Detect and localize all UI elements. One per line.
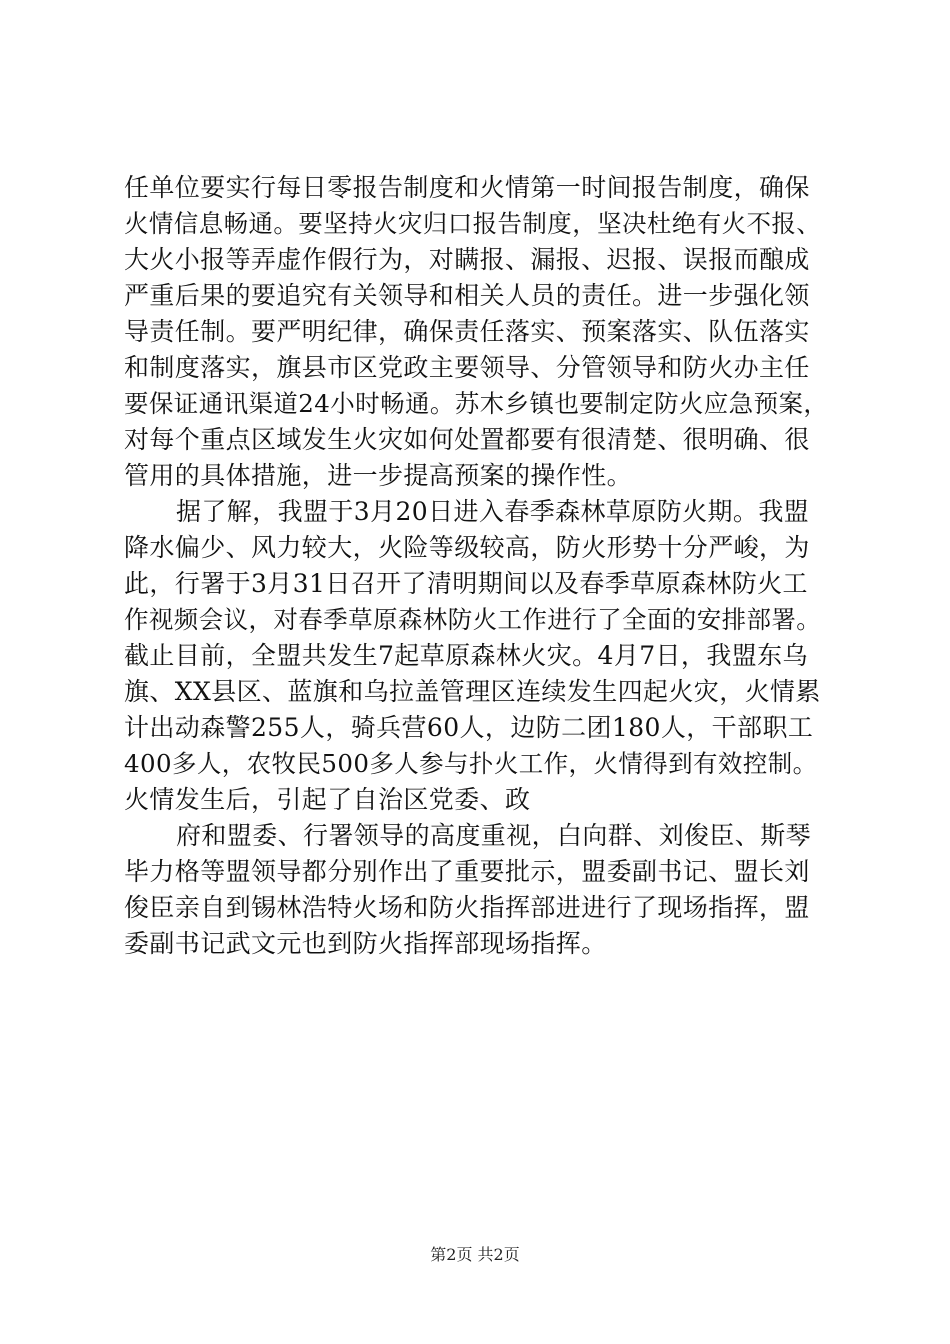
text-line: 此，行署于3月31日召开了清明期间以及春季草原森林防火工 [124,569,808,598]
paragraph-start-line: 据了解，我盟于3月20日进入春季森林草原防火期。我盟 [176,497,810,526]
text-line: 任单位要实行每日零报告制度和火情第一时间报告制度，确保 [124,173,810,202]
text-line: 导责任制。要严明纪律，确保责任落实、预案落实、队伍落实 [124,317,810,346]
text-line: 毕力格等盟领导都分别作出了重要批示，盟委副书记、盟长刘 [124,857,810,886]
text-line: 作视频会议，对春季草原森林防火工作进行了全面的安排部署。 [124,605,822,634]
text-line: 和制度落实，旗县市区党政主要领导、分管领导和防火办主任 [124,353,810,382]
text-line: 截止目前，全盟共发生7起草原森林火灾。4月7日，我盟东乌 [124,641,808,670]
text-line: 火情发生后，引起了自治区党委、政 [124,785,531,814]
text-line: 火情信息畅通。要坚持火灾归口报告制度，坚决杜绝有火不报、 [124,209,822,238]
text-line: 管用的具体措施，进一步提高预案的操作性。 [124,461,633,490]
text-line: 俊臣亲自到锡林浩特火场和防火指挥部进进行了现场指挥，盟 [124,893,810,922]
text-line: 400多人，农牧民500多人参与扑火工作，火情得到有效控制。 [124,749,818,778]
text-line: 委副书记武文元也到防火指挥部现场指挥。 [124,929,607,958]
text-line: 降水偏少、风力较大，火险等级较高，防火形势十分严峻，为 [124,533,810,562]
text-line: 大火小报等弄虚作假行为，对瞒报、漏报、迟报、误报而酿成 [124,245,810,274]
text-line: 旗、XX县区、蓝旗和乌拉盖管理区连续发生四起火灾，火情累 [124,677,821,706]
document-body [124,170,830,962]
text-line: 计出动森警255人，骑兵营60人，边防二团180人，干部职工 [124,713,814,742]
text-line: 严重后果的要追究有关领导和相关人员的责任。进一步强化领 [124,281,810,310]
text-line: 对每个重点区域发生火灾如何处置都要有很清楚、很明确、很 [124,425,810,454]
text-line: 要保证通讯渠道24小时畅通。苏木乡镇也要制定防火应急预案， [124,389,829,418]
page-number-footer: 第2页 共2页 [430,1245,520,1264]
paragraph-start-line: 府和盟委、行署领导的高度重视，白向群、刘俊臣、斯琴 [176,821,812,850]
